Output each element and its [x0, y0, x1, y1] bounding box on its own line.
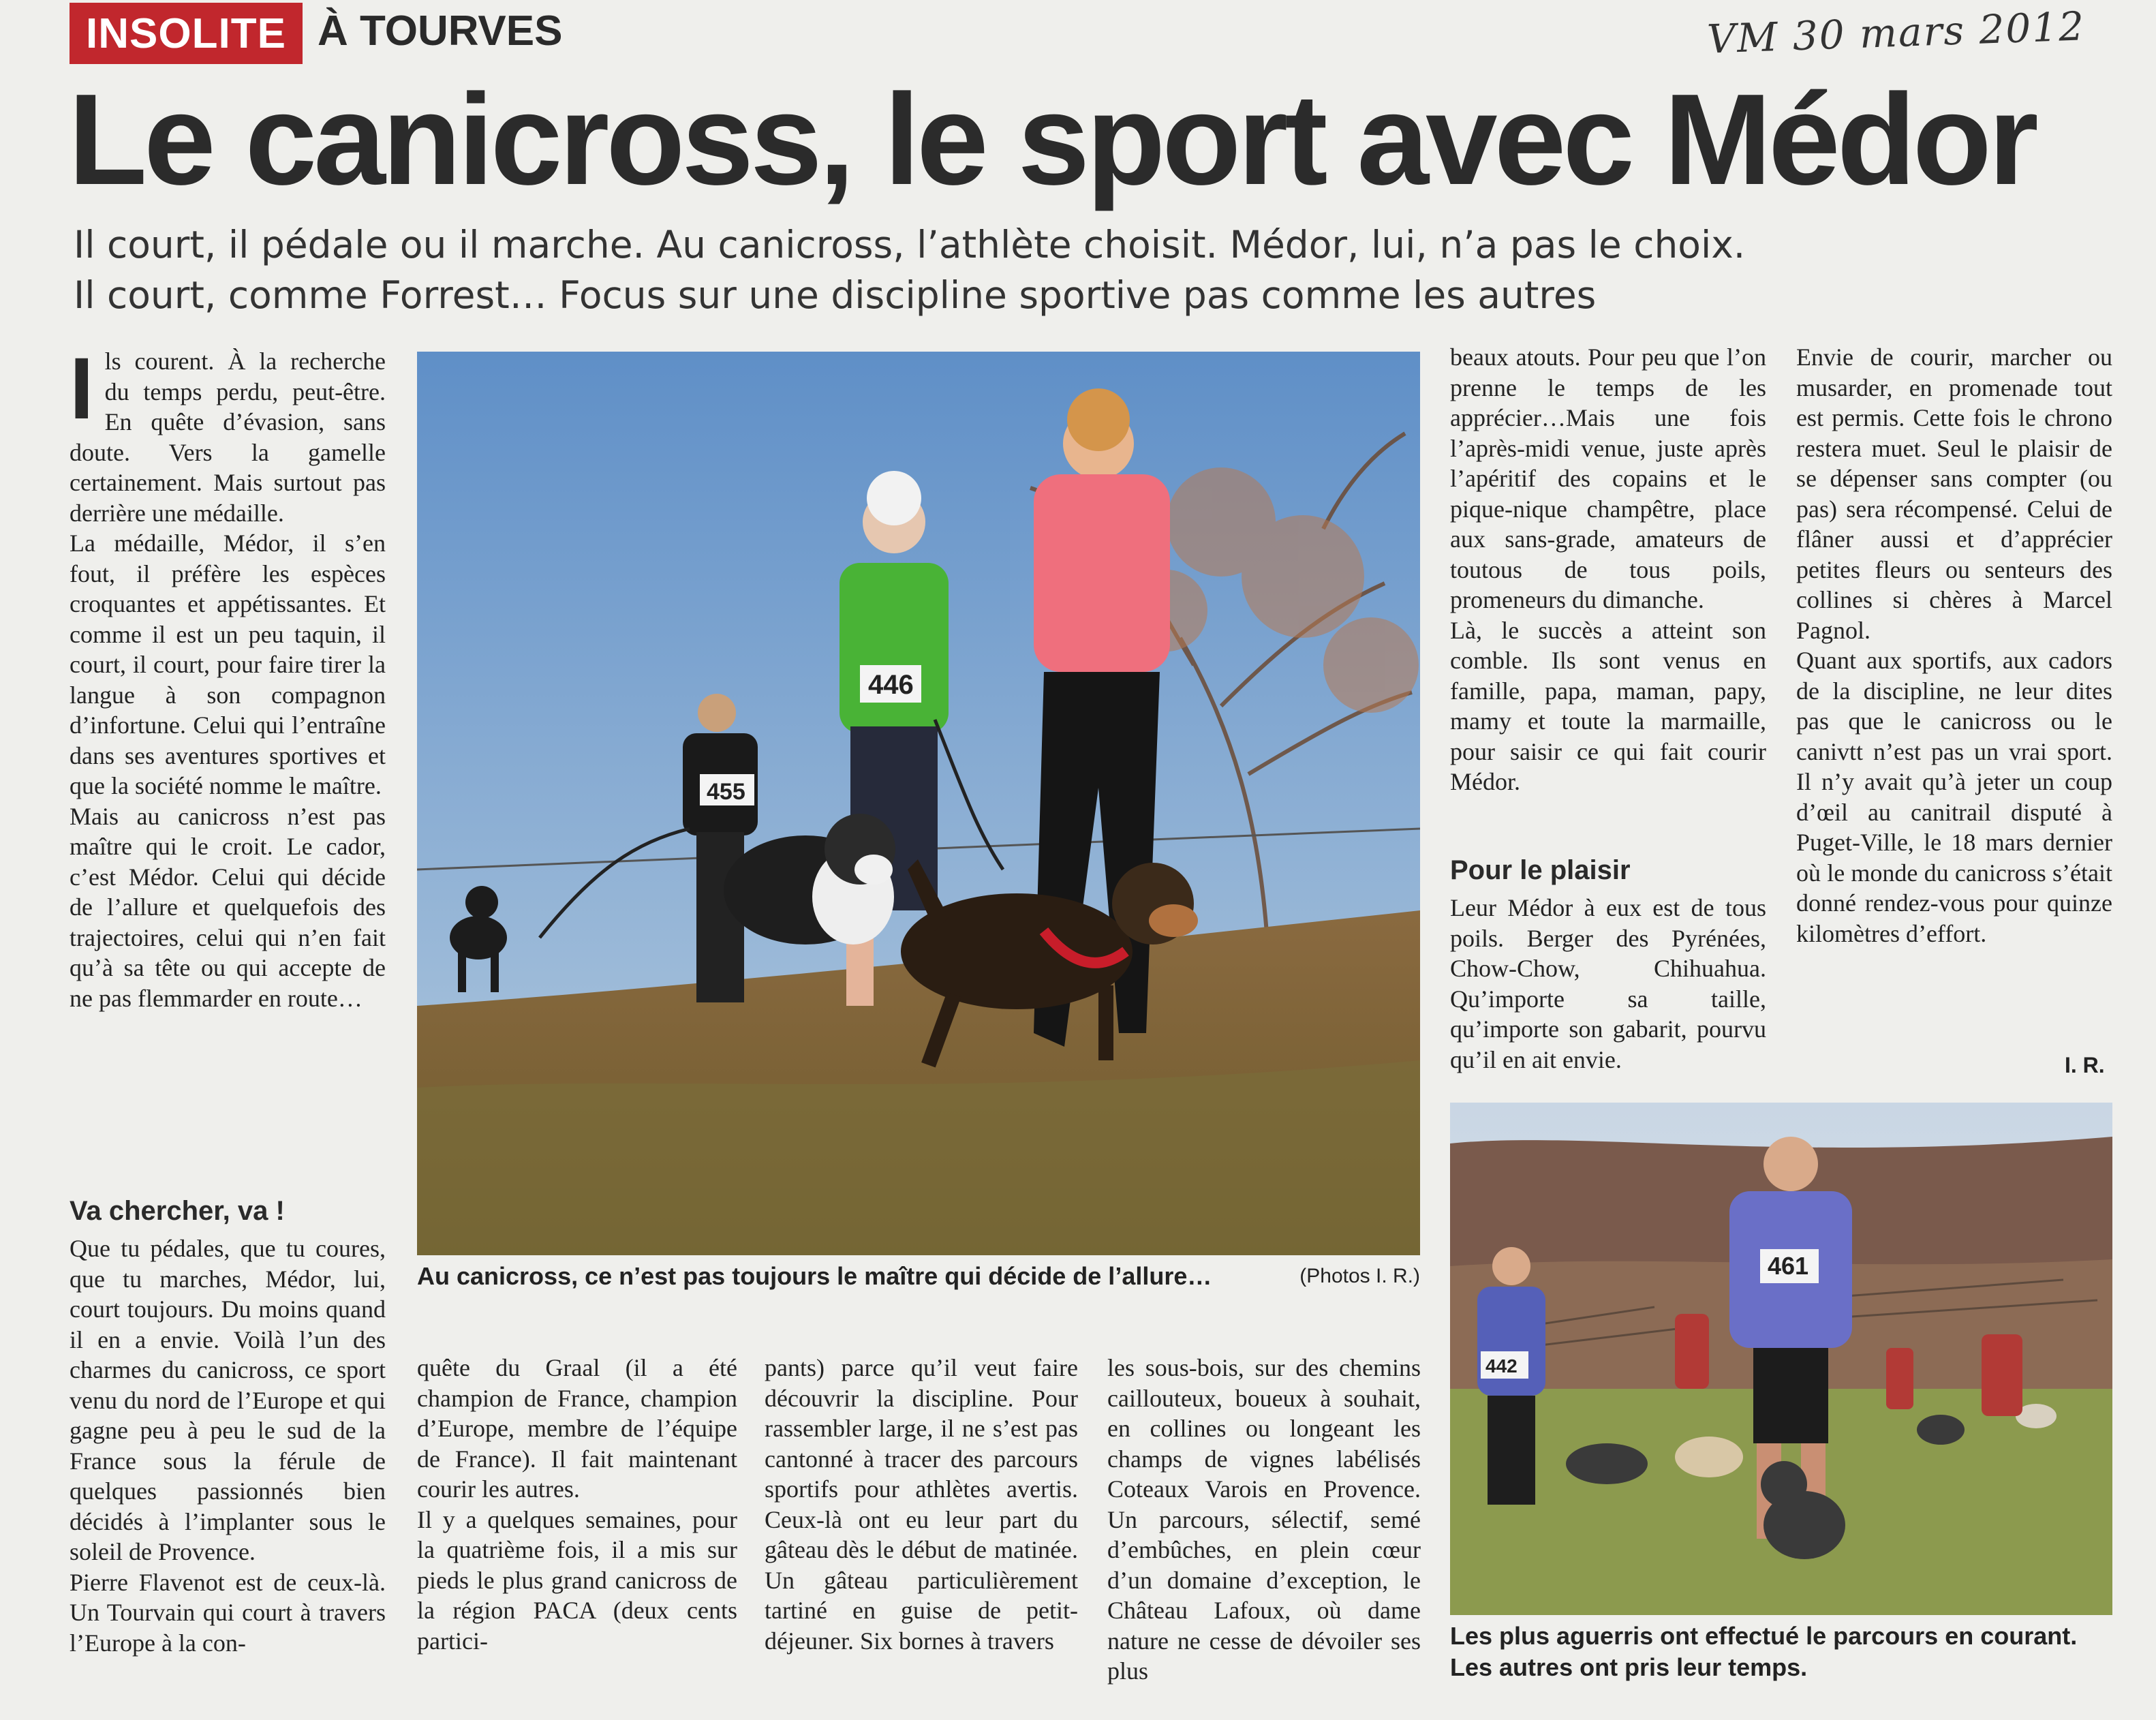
subhead-va-chercher: Va chercher, va ! [70, 1196, 285, 1226]
article-column-5 [1450, 342, 1766, 797]
drop-cap: I [70, 340, 94, 437]
author-signature: I. R. [2065, 1053, 2105, 1077]
col1-paragraph-5: Pierre Flavenot est de ceux-là. Un Tourvain qui court à travers l’Europe à la con- [70, 1568, 386, 1657]
location-label: À TOURVES [318, 7, 563, 55]
col5-paragraph-2: Là, le succès a atteint son comble. Ils sont venus en famille, papa, maman, papy, mamy et toute la marmaille, pour saisir ce qui fait courir Médor. [1450, 616, 1766, 795]
bib-446: 446 [868, 670, 914, 700]
main-photo-caption [417, 1261, 1420, 1292]
col1-paragraph-4: Que tu pédales, que tu coures, que tu marches, Médor, lui, court toujours. Du moins quand il en a envie. Voilà l’un des charmes du canicross, ce sport venu du nord de l’Europe et qui gagne peu à peu le sud de la France sous la férule de quelques passionnés bien décidés à l’implanter sous le soleil de Provence. [70, 1235, 386, 1565]
col5-paragraph-3: Leur Médor à eux est de tous poils. Berger des Pyrénées, Chow-Chow, Chihuahua. Qu’importe sa taille, qu’importe son gabarit, pourvu qu’il en ait envie. [1450, 894, 1766, 1073]
main-photo [417, 352, 1420, 1255]
article-column-4 [1107, 1353, 1421, 1687]
section-tag: INSOLITE [70, 3, 303, 64]
side-photo [1450, 1103, 2112, 1615]
col5-paragraph-1: beaux atouts. Pour peu que l’on prenne le temps de les apprécier…Mais une fois l’après-midi venue, juste après l’apéritif des copains et le pique-nique champêtre, place aux sans-grade, amateurs de toutous de tous poils, promeneurs du dimanche. [1450, 343, 1766, 613]
col6-paragraph-2: Quant aux sportifs, aux cadors de la discipline, ne leur dites pas que le canicross ou le canivtt n’est pas un vrai sport. Il n’y avait qu’à jeter un coup d’œil au canitrail disputé à Puget-Ville, le 18 mars dernier où le monde du canicross s’était donné rendez-vous pour quinze kilomètres d’effort. [1796, 647, 2112, 947]
deck [74, 219, 2084, 320]
article-column-5b [1450, 893, 1766, 1075]
bib-442: 442 [1485, 1355, 1518, 1377]
article-column-6 [1796, 342, 2112, 949]
bib-455: 455 [707, 779, 745, 805]
col2-paragraph-2: Il y a quelques semaines, pour la quatrième fois, il a mis sur pieds le plus grand canicross de la région PACA (deux cents partici- [417, 1505, 737, 1655]
article-column-1 [70, 340, 386, 1013]
article-column-3 [765, 1353, 1078, 1656]
col4-paragraph: les sous-bois, sur des chemins caillouteux, boueux à souhait, en collines ou longeant les champs de vignes labélisés Coteaux Varois en Provence. Un parcours, sélectif, semé d’embûches, en plein cœur d’un domaine d’exception, le Château Lafoux, où dame nature ne cesse de dévoiler ses plus [1107, 1354, 1421, 1685]
side-photo-caption: Les plus aguerris ont effectué le parcours en courant. Les autres ont pris leur temps. [1450, 1622, 2078, 1681]
subhead-pour-le-plaisir: Pour le plaisir [1450, 855, 1631, 885]
article-column-2 [417, 1353, 737, 1656]
main-photo-illustration [417, 352, 1420, 1255]
handwritten-date-note: VM 30 mars 2012 [1706, 3, 2086, 63]
col6-paragraph-1: Envie de courir, marcher ou musarder, en promenade tout est permis. Cette fois le chrono restera muet. Seul le plaisir de se dépenser sans compter (ou pas) sera récompensé. Celui de flâner aussi et d’apprécier petites fleurs ou senteurs des collines si chères à Marcel Pagnol. [1796, 343, 2112, 644]
side-photo-illustration [1450, 1103, 2112, 1615]
col3-paragraph: pants) parce qu’il veut faire découvrir la discipline. Pour rassembler large, il ne s’est pas cantonné à tracer des parcours sportifs pour athlètes avertis. Ceux-là ont eu leur part du gâteau dès le début de matinée. Un gâteau particulièrement tartiné en guise de petit-déjeuner. Six bornes à travers [765, 1354, 1078, 1655]
headline: Le canicross, le sport avec Médor [68, 67, 2035, 212]
deck-line-1: Il court, il pédale ou il marche. Au canicross, l’athlète choisit. Médor, lui, n’a pas le choix. [74, 223, 1746, 266]
bib-461: 461 [1768, 1252, 1809, 1280]
article-column-1b [70, 1233, 386, 1658]
photo-credit: (Photos I. R.) [1299, 1265, 1420, 1287]
col2-paragraph-1: quête du Graal (il a été champion de France, champion d’Europe, membre de l’équipe de France). Il fait maintenant courir les autres. [417, 1354, 737, 1503]
main-photo-caption-text: Au canicross, ce n’est pas toujours le maître qui décide de l’allure… [417, 1262, 1212, 1290]
col1-paragraph-2: La médaille, Médor, il s’en fout, il préfère les espèces croquantes et appétissantes. Et comme il est un peu taquin, il court, il court, pour faire tirer la langue à son compagnon d’infortune. Celui qui l’entraîne dans ses aventures sportives et que la société nomme le maître. [70, 529, 386, 799]
col1-paragraph-3: Mais au canicross n’est pas maître qui le croit. Le cador, c’est Médor. Celui qui décide de l’allure et quelquefois des trajectoires, celui qui n’en fait qu’à sa tête ou qui accepte de ne pas flemmarder en route… [70, 802, 386, 1012]
col1-intro: ls courent. À la recherche du temps perdu, peut-être. En quête d’évasion, sans doute. Vers la gamelle certainement. Mais surtout pas derrière une médaille. [70, 348, 386, 527]
deck-line-2: Il court, comme Forrest… Focus sur une discipline sportive pas comme les autres [74, 273, 1597, 317]
